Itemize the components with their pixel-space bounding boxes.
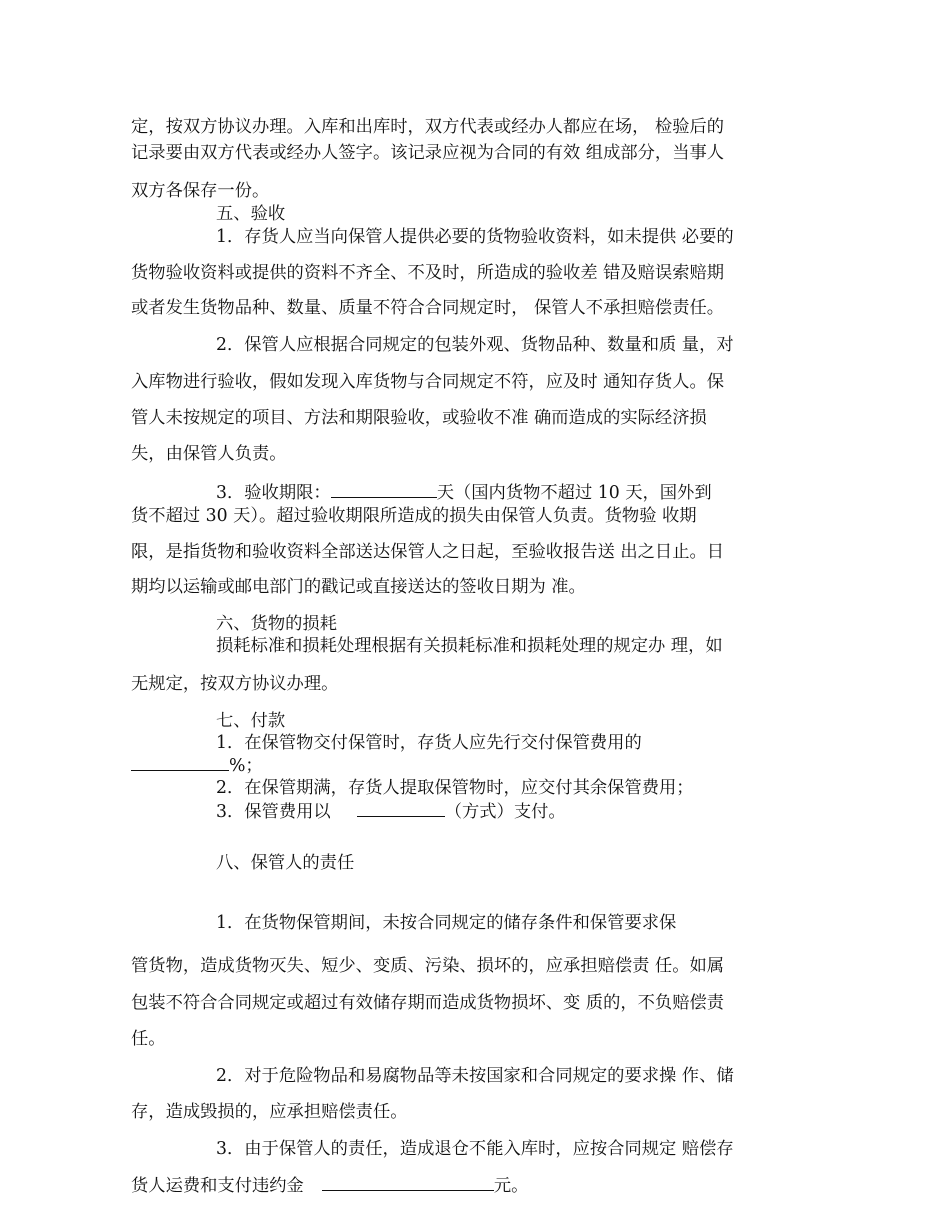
section5-item1-line1: 1．存货人应当向保管人提供必要的货物验收资料，如未提供 必要的 — [216, 227, 734, 247]
section5-item3-line2: 货不超过 30 天）。超过验收期限所造成的损失由保管人负责。货物验 收期 — [131, 506, 697, 526]
section8-item3-prefix: 货人运费和支付违约金 — [131, 1176, 304, 1196]
section5-item3-line3: 限，是指货物和验收资料全部送达保管人之日起，至验收报告送 出之日止。日 — [131, 542, 725, 562]
section8-item2-line1: 2．对于危险物品和易腐物品等未按国家和合同规定的要求操 作、储 — [216, 1066, 734, 1086]
section7-item1: 1．在保管物交付保管时，存货人应先行交付保管费用的 — [216, 733, 642, 753]
section5-item1-line2: 货物验收资料或提供的资料不齐全、不及时，所造成的验收差 错及赔误索赔期 — [131, 263, 725, 283]
intro-line-2: 记录要由双方代表或经办人签字。该记录应视为合同的有效 组成部分，当事人 — [131, 143, 725, 163]
penalty-amount-blank[interactable] — [322, 1174, 494, 1191]
section5-item2-line3: 管人未按规定的项目、方法和期限验收，或验收不准 确而造成的实际经济损 — [131, 408, 707, 428]
section7-item3 — [216, 800, 566, 823]
section5-item2-line4: 失，由保管人负责。 — [131, 444, 287, 464]
section6-heading: 六、货物的损耗 — [216, 614, 337, 634]
section7-heading: 七、付款 — [216, 711, 286, 731]
intro-line-1: 定，按双方协议办理。入库和出库时，双方代表或经办人都应在场， 检验后的 — [131, 117, 725, 137]
section6-line1: 损耗标准和损耗处理根据有关损耗标准和损耗处理的规定办 理，如 — [216, 636, 723, 656]
section8-item1-line4: 任。 — [131, 1029, 166, 1049]
section8-item3-line2 — [131, 1174, 528, 1197]
section5-item3-line4: 期均以运输或邮电部门的戳记或直接送达的签收日期为 准。 — [131, 577, 586, 597]
section8-item3-suffix: 元。 — [493, 1176, 529, 1196]
prepayment-percent-blank[interactable] — [131, 754, 229, 771]
section6-line2: 无规定，按双方协议办理。 — [131, 674, 339, 694]
section8-item1-line3: 包装不符合合同规定或超过有效储存期而造成货物损坏、变 质的，不负赔偿责 — [131, 993, 725, 1013]
section5-heading: 五、验收 — [216, 204, 286, 224]
section8-item2-line2: 存，造成毁损的，应承担赔偿责任。 — [131, 1102, 408, 1122]
payment-method-blank[interactable] — [357, 800, 445, 817]
section8-item3-line1: 3．由于保管人的责任，造成退仓不能入库时，应按合同规定 赔偿存 — [216, 1139, 734, 1159]
section5-item3-prefix: 3．验收期限： — [216, 483, 331, 503]
section7-item2: 2．在保管期满，存货人提取保管物时，应交付其余保管费用； — [216, 778, 694, 798]
section5-item3-line1 — [216, 481, 712, 504]
section8-heading: 八、保管人的责任 — [216, 853, 355, 873]
intro-line-3: 双方各保存一份。 — [131, 181, 270, 201]
section7-item3-prefix: 3．保管费用以 — [216, 802, 331, 822]
section7-item1-cont — [131, 754, 263, 777]
acceptance-days-blank[interactable] — [331, 481, 437, 498]
section5-item3-suffix: 天（国内货物不超过 10 天，国外到 — [436, 483, 712, 503]
section8-item1-line1: 1．在货物保管期间，未按合同规定的储存条件和保管要求保 — [216, 913, 677, 933]
section5-item2-line2: 入库物进行验收，假如发现入库货物与合同规定不符，应及时 通知存货人。保 — [131, 372, 725, 392]
section7-item3-suffix: （方式）支付。 — [444, 802, 566, 822]
section8-item1-line2: 管货物，造成货物灭失、短少、变质、污染、损坏的，应承担赔偿责 任。如属 — [131, 956, 725, 976]
section5-item2-line1: 2．保管人应根据合同规定的包装外观、货物品种、数量和质 量，对 — [216, 335, 734, 355]
section7-item1-suffix: %； — [229, 756, 263, 776]
section5-item1-line3: 或者发生货物品种、数量、质量不符合合同规定时， 保管人不承担赔偿责任。 — [131, 298, 725, 318]
